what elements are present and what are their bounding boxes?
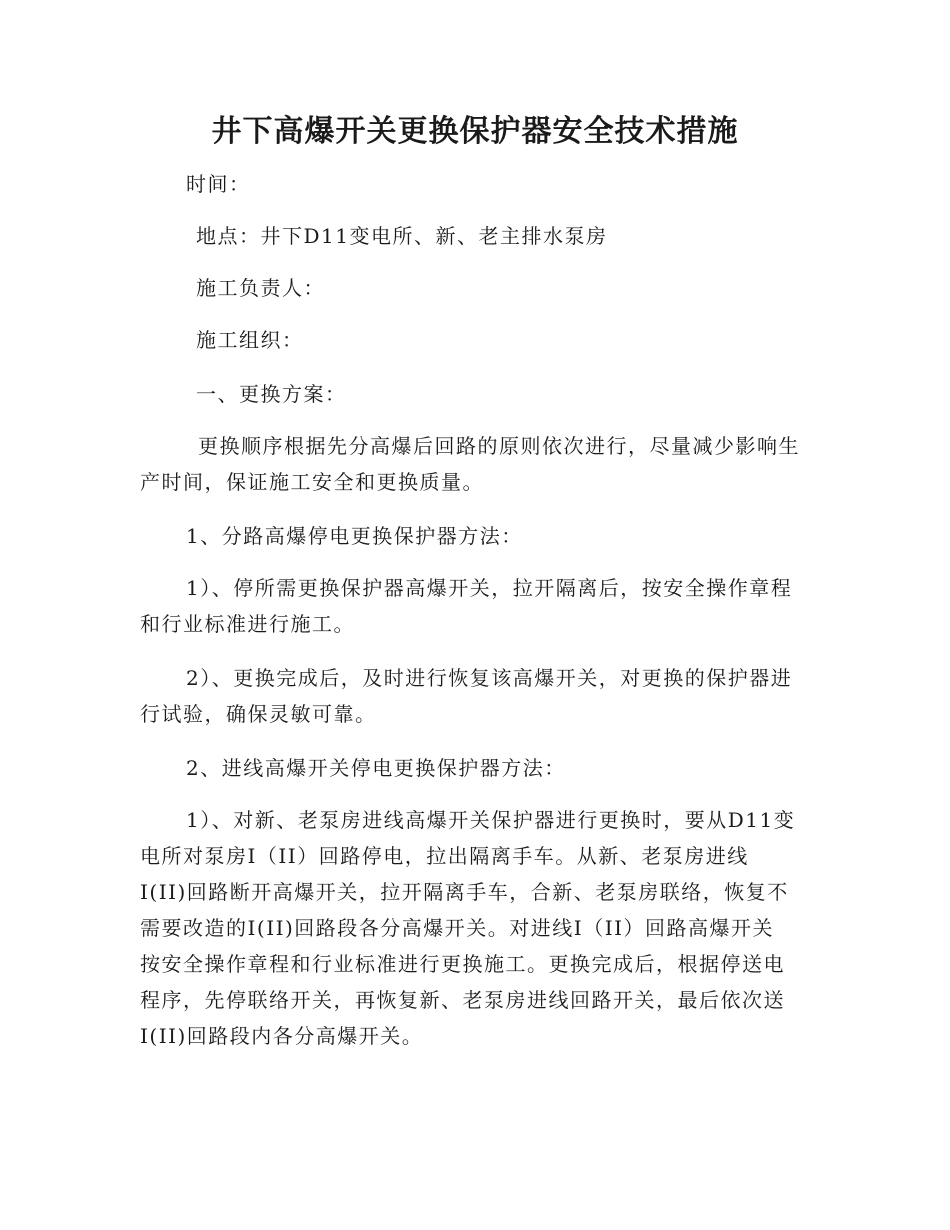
paragraph-line: 需要改造的I(II)回路段各分高爆开关。对进线Ⅰ（II）回路高爆开关 (140, 916, 775, 940)
field-organization: 施工组织： (196, 328, 304, 352)
field-location: 地点：井下D11变电所、新、老主排水泵房 (196, 224, 608, 248)
paragraph-line: 更换顺序根据先分高爆后回路的原则依次进行，尽量减少影响生 (198, 434, 800, 458)
field-supervisor: 施工负责人： (196, 276, 325, 300)
paragraph-line: 1）、停所需更换保护器高爆开关，拉开隔离后，按安全操作章程 (186, 576, 793, 600)
paragraph-line: 程序，先停联络开关，再恢复新、老泵房进线回路开关，最后依次送 (140, 988, 785, 1012)
paragraph-line: 按安全操作章程和行业标准进行更换施工。更换完成后，根据停送电 (140, 952, 785, 976)
paragraph-line: I(II)回路段内各分高爆开关。 (140, 1024, 424, 1048)
paragraph-line: 行试验，确保灵敏可靠。 (140, 702, 377, 726)
subsection-heading: 1、分路高爆停电更换保护器方法： (186, 524, 523, 548)
step-paragraph (140, 802, 805, 1054)
paragraph-line: 和行业标准进行施工。 (140, 612, 355, 636)
subsection-heading: 2、进线高爆开关停电更换保护器方法： (186, 756, 566, 780)
step-paragraph (140, 660, 805, 732)
paragraph-line: 产时间，保证施工安全和更换质量。 (140, 470, 484, 494)
paragraph-line: 电所对泵房Ⅰ（II）回路停电，拉出隔离手车。从新、老泵房进线 (140, 844, 749, 868)
intro-paragraph (140, 428, 805, 500)
step-paragraph (140, 570, 805, 642)
paragraph-line: 1）、对新、老泵房进线高爆开关保护器进行更换时，要从D11变 (186, 808, 796, 832)
field-time: 时间： (186, 172, 251, 196)
paragraph-line: I(II)回路断开高爆开关，拉开隔离手车，合新、老泵房联络，恢复不 (140, 880, 789, 904)
section-heading: 一、更换方案： (196, 382, 347, 406)
document-title: 井下高爆开关更换保护器安全技术措施 (211, 114, 739, 149)
paragraph-line: 2）、更换完成后，及时进行恢复该高爆开关，对更换的保护器进 (186, 666, 793, 690)
